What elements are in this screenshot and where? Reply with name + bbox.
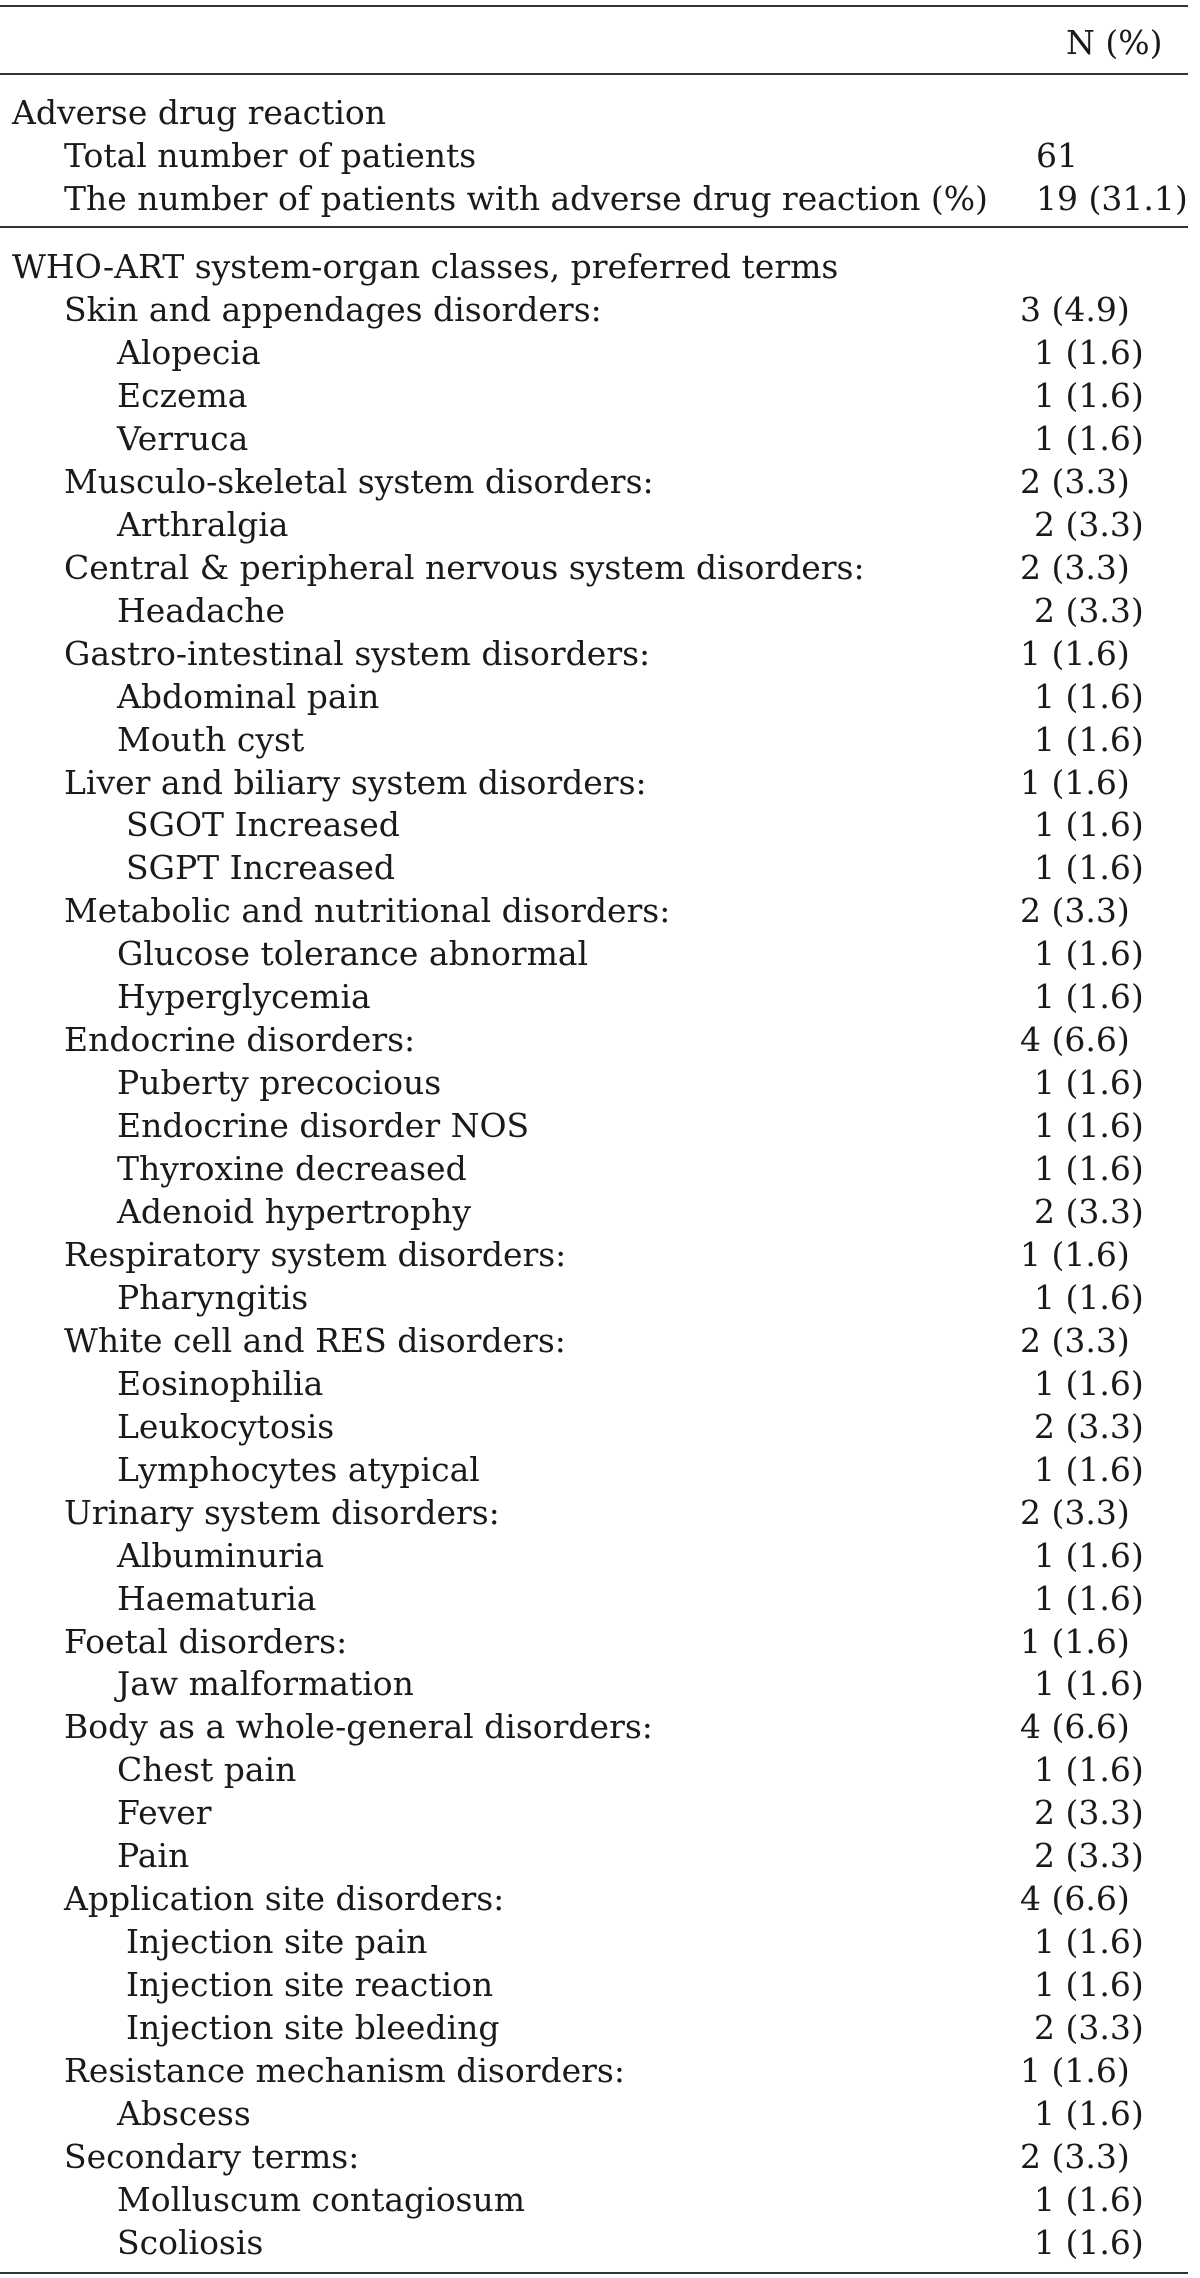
term-label: Adenoid hypertrophy [117,1192,472,1231]
term-row [0,1190,1200,1233]
term-label: Scoliosis [117,2222,264,2262]
term-label: Fever [117,1793,212,1833]
term-value: 1 (1.6) [1034,1750,1144,1790]
term-value: 2 (3.3) [1034,504,1144,544]
row-label: The number of patients with adverse drug reaction (%) [64,179,988,218]
term-label: Arthralgia [117,504,289,544]
term-value: 1 (1.6) [1034,2093,1144,2133]
category-label: Secondary terms: [64,2136,360,2176]
term-row [0,2178,1200,2221]
term-value: 2 (3.3) [1034,1836,1144,1876]
term-value: 1 (1.6) [1034,1063,1144,1103]
term-label: Jaw malformation [117,1664,414,1704]
category-row [0,889,1200,932]
term-row [0,1147,1200,1190]
term-value: 1 (1.6) [1034,676,1144,716]
term-label: Alopecia [117,332,261,372]
term-label: Haematuria [117,1578,317,1618]
category-value: 1 (1.6) [1020,1621,1130,1661]
term-value: 1 (1.6) [1034,1578,1144,1618]
term-label: Hyperglycemia [117,977,371,1017]
term-value: 1 (1.6) [1034,1664,1144,1704]
term-row [0,1061,1200,1104]
term-label: Pain [117,1836,190,1876]
term-row [0,1405,1200,1448]
term-label: Abscess [117,2093,251,2133]
term-value: 1 (1.6) [1034,977,1144,1017]
category-label: Endocrine disorders: [64,1020,416,1060]
term-row [0,846,1200,889]
category-row [0,460,1200,503]
term-label: Leukocytosis [117,1406,335,1446]
category-label: Urinary system disorders: [64,1492,500,1532]
category-row [0,1705,1200,1748]
category-row [0,1233,1200,1276]
term-label: Abdominal pain [117,676,380,716]
term-row [0,1834,1200,1877]
category-label: Liver and biliary system disorders: [64,762,647,802]
term-value: 1 (1.6) [1034,1535,1144,1575]
term-label: Injection site reaction [126,1965,494,2005]
category-label: Respiratory system disorders: [64,1234,567,1274]
term-label: Lymphocytes atypical [117,1449,480,1489]
term-value: 1 (1.6) [1034,934,1144,974]
term-label: Albuminuria [117,1535,325,1575]
term-label: Headache [117,590,286,630]
term-row [0,2221,1200,2264]
term-label: Molluscum contagiosum [117,2179,526,2219]
term-row [0,1577,1200,1620]
term-row [0,2006,1200,2049]
term-value: 1 (1.6) [1034,1922,1144,1962]
category-row [0,1319,1200,1362]
category-label: White cell and RES disorders: [64,1320,566,1360]
term-label: Endocrine disorder NOS [117,1106,530,1146]
term-value: 1 (1.6) [1034,719,1144,759]
category-row [0,546,1200,589]
section-title-adverse-drug-reaction [0,91,1200,134]
section-title: Adverse drug reaction [12,93,387,132]
term-row [0,1791,1200,1834]
term-value: 2 (3.3) [1034,2008,1144,2047]
term-row [0,1534,1200,1577]
category-label: Musculo-skeletal system disorders: [64,461,654,501]
term-label: Mouth cyst [117,719,305,759]
term-value: 1 (1.6) [1034,805,1144,845]
term-value: 1 (1.6) [1034,1965,1144,2005]
category-value: 1 (1.6) [1020,762,1130,802]
category-label: Resistance mechanism disorders: [64,2050,625,2090]
term-label: SGOT Increased [126,805,400,845]
category-row [0,1491,1200,1534]
term-label: Pharyngitis [117,1277,309,1317]
category-label: Application site disorders: [64,1879,505,1919]
category-row [0,1018,1200,1061]
term-value: 1 (1.6) [1034,1149,1144,1188]
term-value: 2 (3.3) [1034,590,1144,630]
term-row [0,417,1200,460]
term-label: Verruca [117,418,249,458]
top-rule [0,5,1188,7]
category-row [0,1620,1200,1663]
category-value: 2 (3.3) [1020,1492,1130,1532]
term-row [0,374,1200,417]
category-row [0,761,1200,804]
term-row [0,932,1200,975]
term-row [0,331,1200,374]
category-label: Metabolic and nutritional disorders: [64,891,671,931]
section-rule [0,226,1188,228]
category-label: Skin and appendages disorders: [64,290,602,329]
section-title: WHO-ART system-organ classes, preferred terms [12,247,839,286]
row-label: Total number of patients [64,136,477,175]
category-row [0,1877,1200,1920]
term-row [0,1104,1200,1147]
term-value: 1 (1.6) [1034,2222,1144,2262]
category-value: 2 (3.3) [1020,1320,1130,1360]
column-header-n-percent: N (%) [1066,23,1163,62]
category-row [0,2049,1200,2092]
category-value: 4 (6.6) [1020,1879,1130,1919]
term-value: 1 (1.6) [1034,848,1144,888]
category-value: 2 (3.3) [1020,2136,1130,2176]
section-title-who-art [0,245,1200,288]
category-value: 1 (1.6) [1020,633,1130,673]
term-value: 1 (1.6) [1034,375,1144,415]
term-row [0,1920,1200,1963]
term-row [0,675,1200,718]
term-row [0,1662,1200,1705]
term-label: Glucose tolerance abnormal [117,934,589,974]
term-label: Thyroxine decreased [117,1149,467,1188]
term-value: 1 (1.6) [1034,332,1144,372]
category-value: 2 (3.3) [1020,547,1130,587]
term-row [0,1448,1200,1491]
term-label: Injection site bleeding [126,2008,500,2047]
category-label: Gastro-intestinal system disorders: [64,633,651,673]
term-value: 2 (3.3) [1034,1192,1144,1231]
term-row [0,1276,1200,1319]
term-row [0,975,1200,1018]
term-label: SGPT Increased [126,848,396,888]
category-label: Central & peripheral nervous system disorders: [64,547,865,587]
row-value: 61 [1036,136,1078,175]
category-value: 3 (4.9) [1020,290,1130,329]
category-label: Body as a whole-general disorders: [64,1707,653,1747]
term-row [0,718,1200,761]
term-row [0,1963,1200,2006]
row-total-patients [0,134,1200,177]
term-value: 1 (1.6) [1034,1363,1144,1403]
term-label: Eosinophilia [117,1363,324,1403]
term-value: 1 (1.6) [1034,1449,1144,1489]
category-value: 4 (6.6) [1020,1020,1130,1060]
term-label: Chest pain [117,1750,297,1790]
bottom-rule [0,2272,1188,2274]
category-label: Foetal disorders: [64,1621,348,1661]
row-patients-with-adr [0,177,1200,220]
row-value: 19 (31.1) [1036,179,1188,218]
term-value: 2 (3.3) [1034,1406,1144,1446]
category-value: 2 (3.3) [1020,461,1130,501]
term-row [0,503,1200,546]
term-row [0,2092,1200,2135]
category-row [0,632,1200,675]
category-row [0,288,1200,331]
category-value: 2 (3.3) [1020,891,1130,931]
category-value: 1 (1.6) [1020,1234,1130,1274]
category-row [0,2135,1200,2178]
category-value: 4 (6.6) [1020,1707,1130,1747]
term-value: 1 (1.6) [1034,418,1144,458]
term-label: Puberty precocious [117,1063,442,1103]
header-rule [0,73,1188,75]
term-value: 1 (1.6) [1034,1277,1144,1317]
term-row [0,1748,1200,1791]
term-label: Eczema [117,375,248,415]
term-label: Injection site pain [126,1922,428,1962]
term-value: 1 (1.6) [1034,1106,1144,1146]
term-row [0,803,1200,846]
term-row [0,1362,1200,1405]
term-value: 1 (1.6) [1034,2179,1144,2219]
term-row [0,589,1200,632]
term-value: 2 (3.3) [1034,1793,1144,1833]
category-value: 1 (1.6) [1020,2050,1130,2090]
